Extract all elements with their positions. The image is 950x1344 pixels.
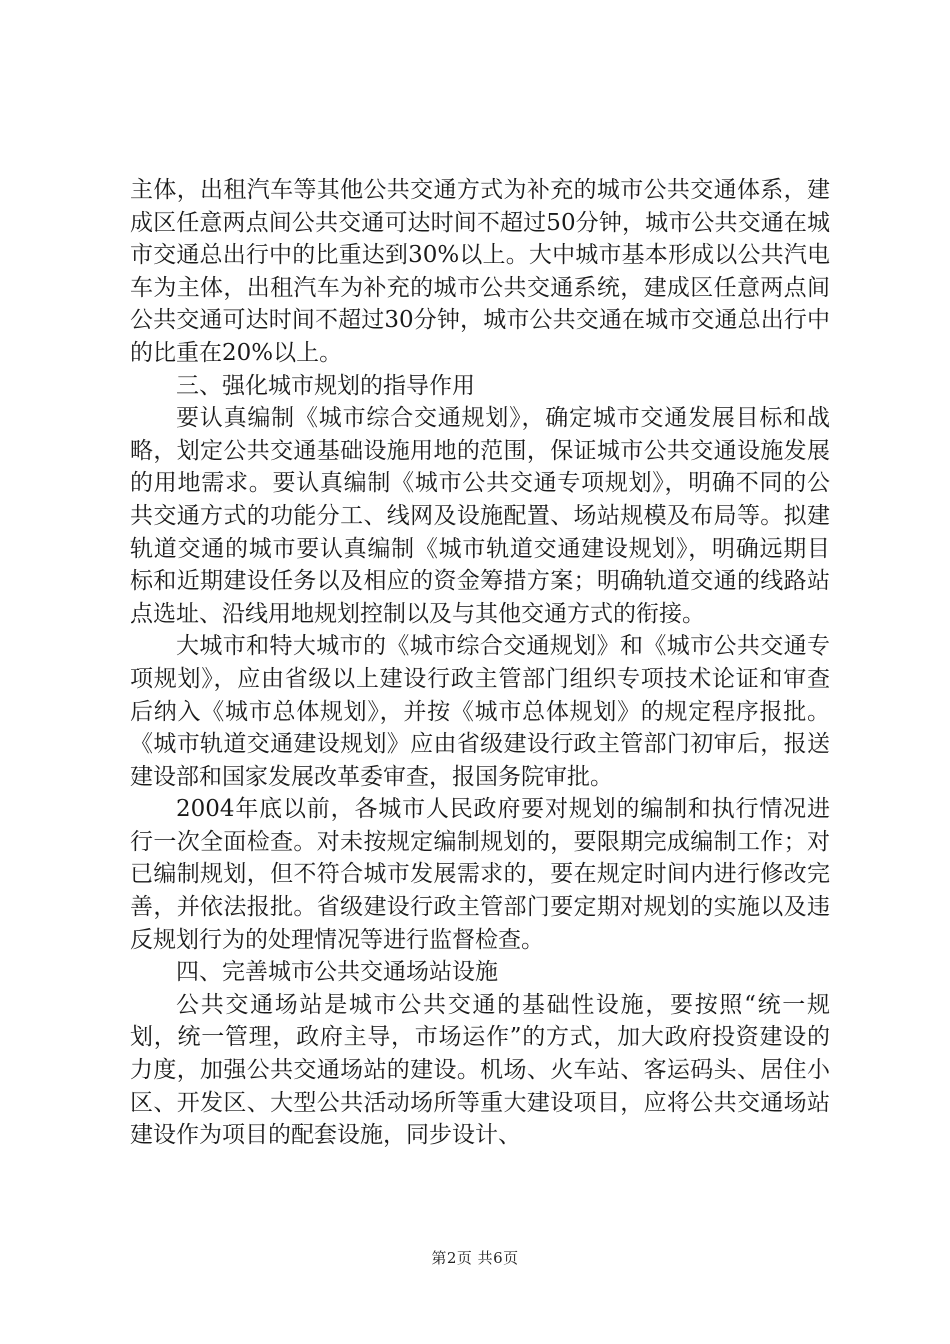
section-heading-3: 三、强化城市规划的指导作用	[176, 372, 475, 399]
paragraph-4: 大城市和特大城市的《城市综合交通规划》和《城市公共交通专项规划》，应由省级以上建设行政主管部门组织专项技术论证和审查后纳入《城市总体规划》，并按《城市总体规划》的规定程序报批。《城市轨道交通建设规划》应由省级建设行政主管部门初审后，报送建设部和国家发展改革委审查，报国务院审批。	[130, 633, 830, 790]
document-body	[130, 174, 830, 1152]
paragraph-7: 公共交通场站是城市公共交通的基础性设施，要按照“统一规划，统一管理，政府主导，市场运作”的方式，加大政府投资建设的力度，加强公共交通场站的建设。机场、火车站、客运码头、居住小区、开发区、大型公共活动场所等重大建设项目，应将公共交通场站建设作为项目的配套设施，同步设计、	[130, 991, 830, 1149]
paragraph-3: 要认真编制《城市综合交通规划》，确定城市交通发展目标和战略，划定公共交通基础设施用地的范围，保证城市公共交通设施发展的用地需求。要认真编制《城市公共交通专项规划》，明确不同的公共交通方式的功能分工、线网及设施配置、场站规模及布局等。拟建轨道交通的城市要认真编制《城市轨道交通建设规划》，明确远期目标和近期建设任务以及相应的资金筹措方案；明确轨道交通的线路站点选址、沿线用地规划控制以及与其他交通方式的衔接。	[130, 405, 830, 627]
paragraph-1: 主体，出租汽车等其他公共交通方式为补充的城市公共交通体系，建成区任意两点间公共交通可达时间不超过50分钟，城市公共交通在城市交通总出行中的比重达到30%以上。大中城市基本形成以公共汽电车为主体，出租汽车为补充的城市公共交通系统，建成区任意两点间公共交通可达时间不超过30分钟，城市公共交通在城市交通总出行中的比重在20%以上。	[130, 177, 830, 366]
section-heading-4: 四、完善城市公共交通场站设施	[176, 959, 498, 986]
paragraph-5: 2004年底以前，各城市人民政府要对规划的编制和执行情况进行一次全面检查。对未按规定编制规划的，要限期完成编制工作；对已编制规划，但不符合城市发展需求的，要在规定时间内进行修改完善，并依法报批。省级建设行政主管部门要定期对规划的实施以及违反规划行为的处理情况等进行监督检查。	[130, 796, 830, 953]
page-number-footer: 第2页 共6页	[431, 1249, 519, 1267]
